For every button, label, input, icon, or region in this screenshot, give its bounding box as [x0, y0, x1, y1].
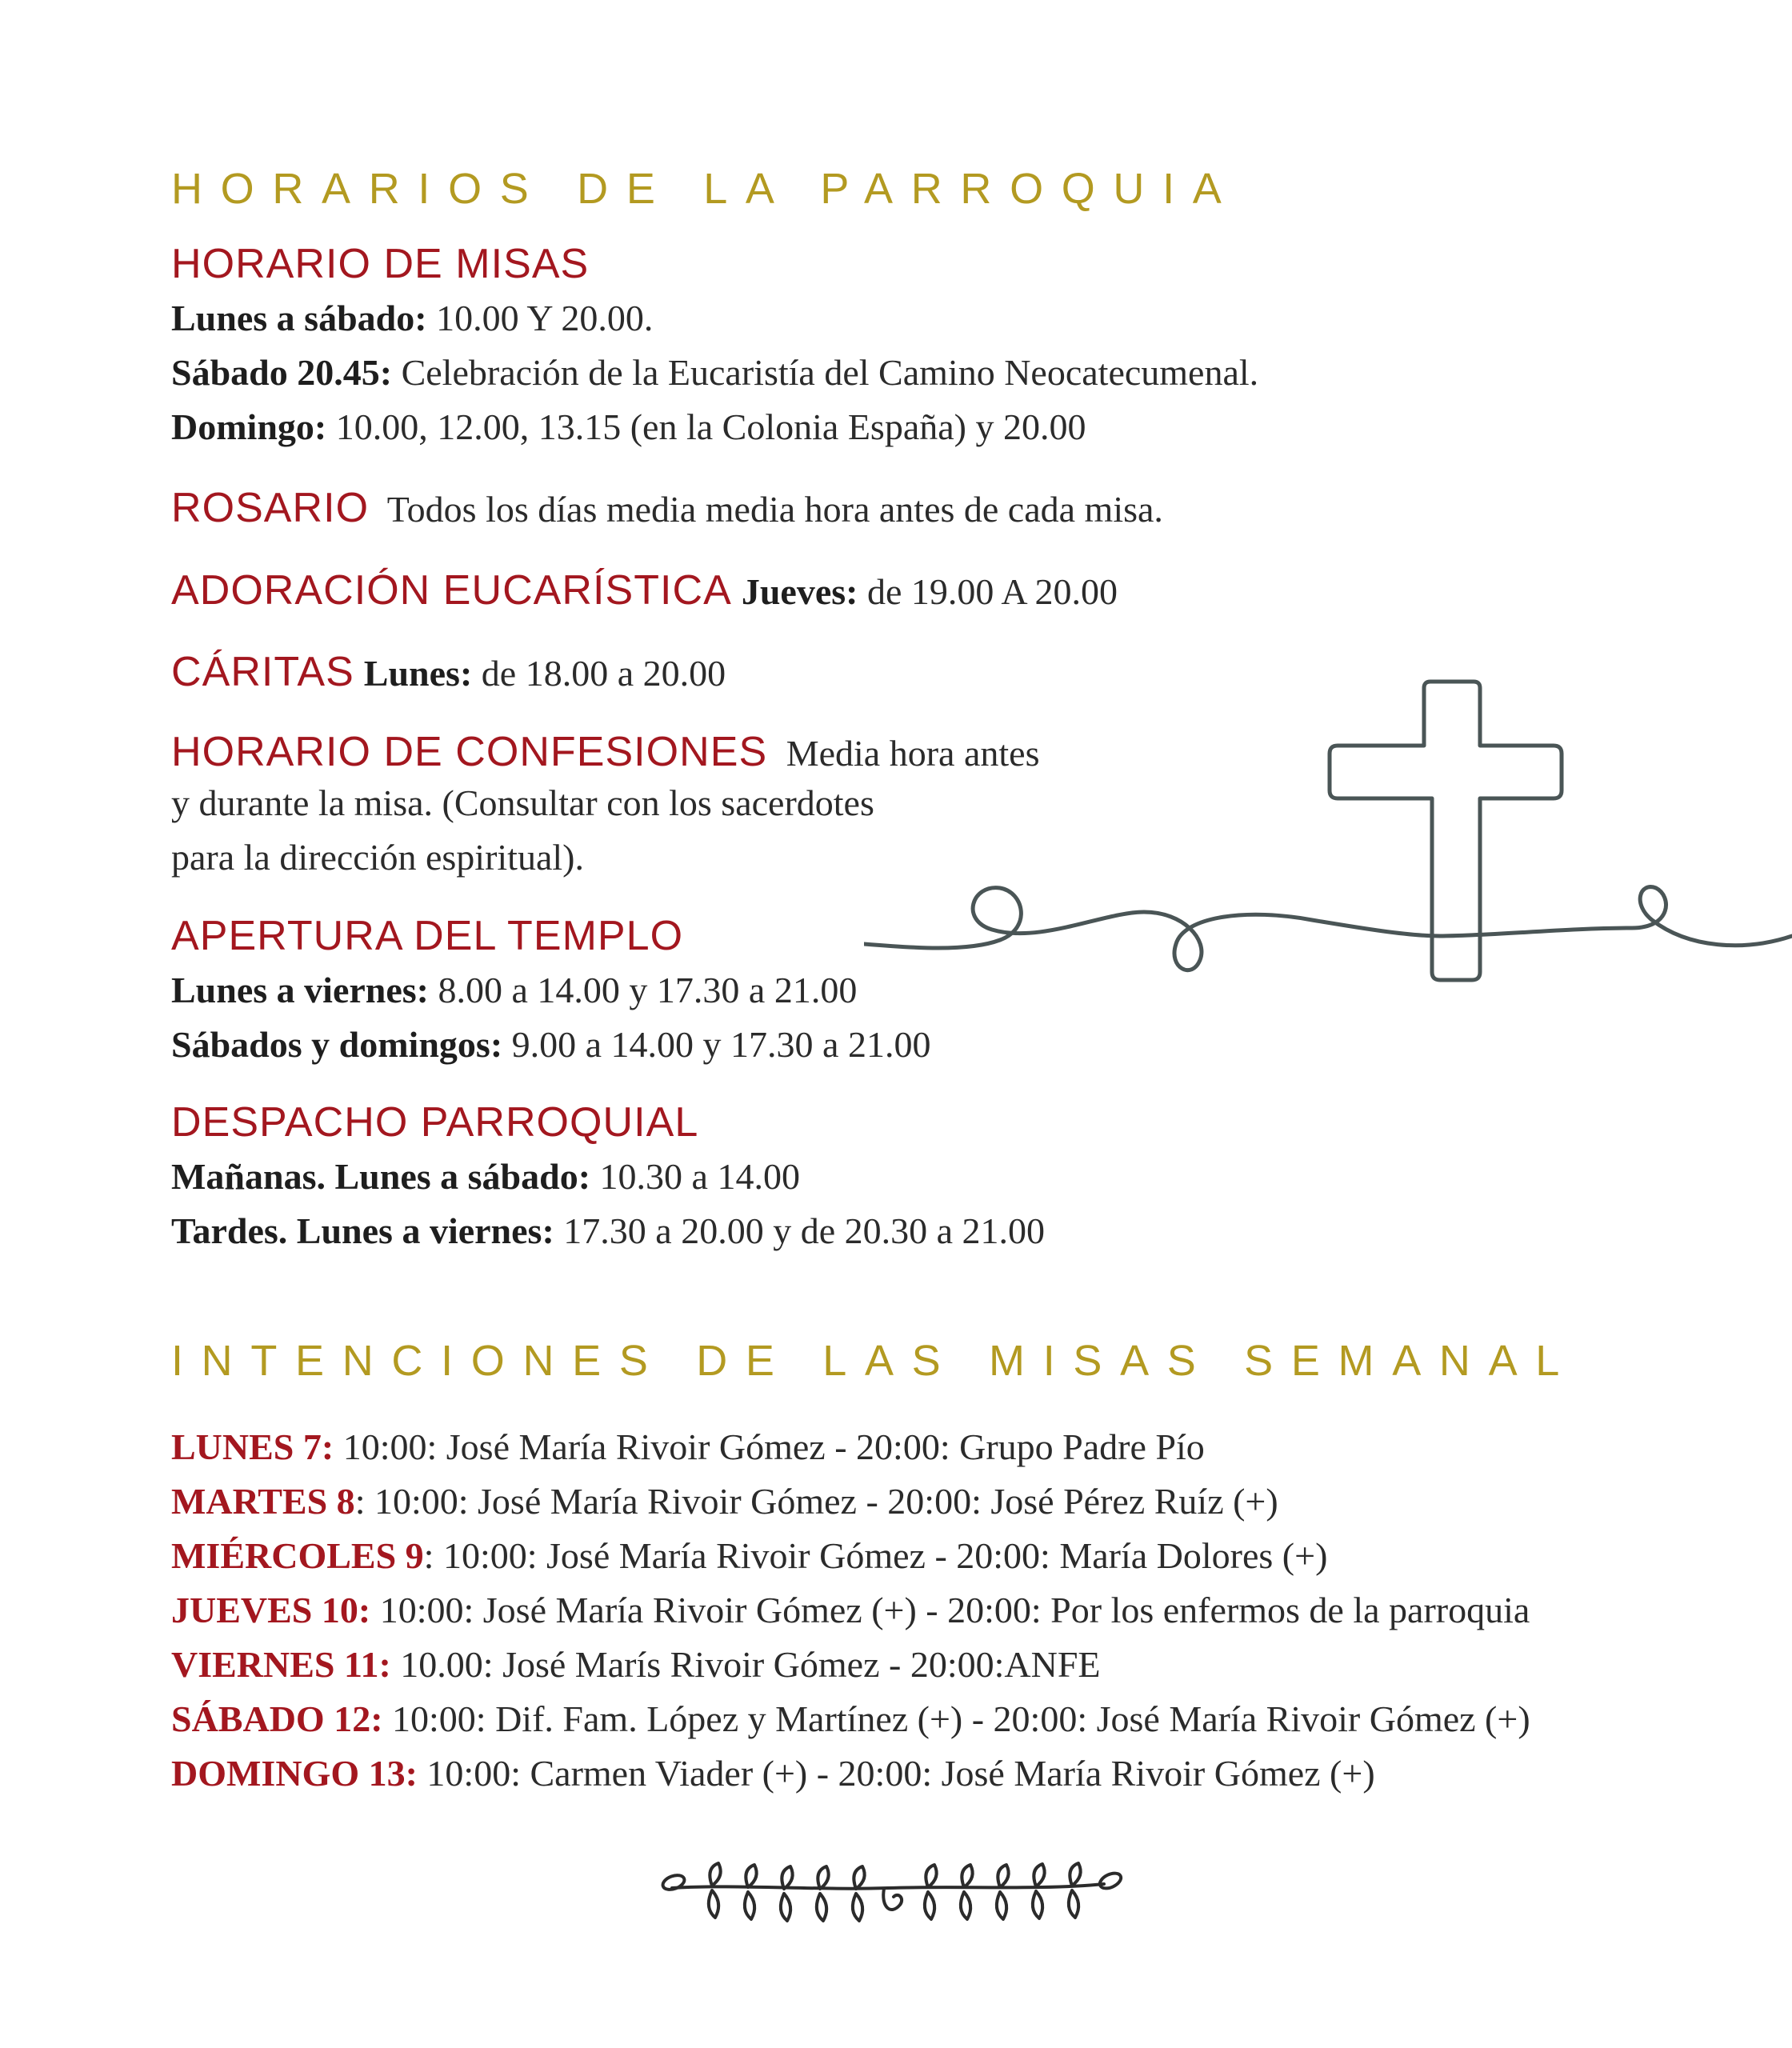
apertura-line-text: 8.00 a 14.00 y 17.30 a 21.00: [429, 970, 858, 1010]
despacho-line-text: 10.30 a 14.00: [590, 1156, 800, 1197]
caritas-text: de 18.00 a 20.00: [472, 653, 726, 694]
misas-line-label: Domingo:: [171, 406, 327, 447]
confesiones-text: para la dirección espiritual).: [171, 837, 584, 878]
intenciones-list: [171, 1420, 1530, 1801]
intencion-text: 10:00: Dif. Fam. López y Martínez (+) - 20:00: José María Rivoir Gómez (+): [382, 1698, 1530, 1739]
adoracion-title: ADORACIÓN EUCARÍSTICA: [171, 567, 732, 614]
misas-block: [171, 240, 1258, 454]
misas-line: [171, 346, 1258, 400]
apertura-line-label: Sábados y domingos:: [171, 1024, 503, 1065]
caritas-row: [171, 648, 726, 696]
intencion-row: [171, 1474, 1530, 1529]
misas-line: [171, 400, 1258, 454]
adoracion-label: Jueves:: [741, 571, 858, 612]
rosario-text: Todos los días media media hora antes de cada misa.: [378, 489, 1163, 530]
intencion-day-label: MIÉRCOLES 9: [171, 1535, 424, 1576]
misas-line-label: Sábado 20.45:: [171, 352, 393, 393]
intencion-row: [171, 1420, 1530, 1474]
intencion-day-label: MARTES 8: [171, 1481, 355, 1522]
apertura-title: APERTURA DEL TEMPLO: [171, 913, 684, 959]
apertura-line-text: 9.00 a 14.00 y 17.30 a 21.00: [502, 1024, 931, 1065]
confesiones-text: y durante la misa. (Consultar con los sacerdotes: [171, 782, 874, 823]
rosario-title: ROSARIO: [171, 485, 370, 531]
intencion-day-label: SÁBADO 12:: [171, 1698, 383, 1739]
intencion-text: : 10:00: José María Rivoir Gómez - 20:00: José Pérez Ruíz (+): [354, 1481, 1278, 1522]
adoracion-text: de 19.00 A 20.00: [858, 571, 1118, 612]
intencion-day-label: JUEVES 10:: [171, 1590, 371, 1630]
vine-ornament-icon: [656, 1852, 1136, 1956]
misas-line-text: 10.00, 12.00, 13.15 (en la Colonia España) y 20.00: [326, 406, 1086, 447]
confesiones-text: Media hora antes: [777, 733, 1040, 774]
intencion-day-label: DOMINGO 13:: [171, 1753, 418, 1794]
rosario-row: [171, 484, 1163, 532]
despacho-line-label: Mañanas. Lunes a sábado:: [171, 1156, 591, 1197]
apertura-block: [171, 912, 930, 1072]
despacho-title: DESPACHO PARROQUIAL: [171, 1099, 699, 1146]
despacho-line: [171, 1150, 1045, 1204]
misas-line-text: Celebración de la Eucaristía del Camino Neocatecumenal.: [392, 352, 1259, 393]
despacho-block: [171, 1098, 1045, 1258]
despacho-line: [171, 1204, 1045, 1258]
intencion-text: 10.00: José Marís Rivoir Gómez - 20:00:ANFE: [390, 1644, 1101, 1685]
intencion-text: : 10:00: José María Rivoir Gómez - 20:00: María Dolores (+): [423, 1535, 1328, 1576]
apertura-line: [171, 1018, 930, 1072]
cross-line-art-icon: [864, 672, 1792, 992]
apertura-line-label: Lunes a viernes:: [171, 970, 429, 1010]
confesiones-title: HORARIO DE CONFESIONES: [171, 729, 768, 775]
apertura-line: [171, 963, 930, 1018]
intencion-row: [171, 1529, 1530, 1583]
adoracion-row: [171, 566, 1118, 614]
misas-title: HORARIO DE MISAS: [171, 241, 590, 287]
section-title-horarios: HORARIOS DE LA PARROQUIA: [171, 165, 1240, 213]
intencion-row: [171, 1692, 1530, 1746]
intencion-row: [171, 1638, 1530, 1692]
intencion-text: 10:00: José María Rivoir Gómez - 20:00: Grupo Padre Pío: [334, 1426, 1205, 1467]
intencion-day-label: VIERNES 11:: [171, 1644, 391, 1685]
intencion-text: 10:00: José María Rivoir Gómez (+) - 20:00: Por los enfermos de la parroquia: [370, 1590, 1530, 1630]
intencion-day-label: LUNES 7:: [171, 1426, 334, 1467]
misas-line-label: Lunes a sábado:: [171, 298, 427, 338]
misas-line: [171, 291, 1258, 346]
despacho-line-label: Tardes. Lunes a viernes:: [171, 1210, 554, 1251]
caritas-title: CÁRITAS: [171, 649, 354, 695]
despacho-line-text: 17.30 a 20.00 y de 20.30 a 21.00: [554, 1210, 1046, 1251]
misas-line-text: 10.00 Y 20.00.: [426, 298, 654, 338]
caritas-label: Lunes:: [363, 653, 473, 694]
intencion-row: [171, 1583, 1530, 1638]
intencion-text: 10:00: Carmen Viader (+) - 20:00: José María Rivoir Gómez (+): [417, 1753, 1375, 1794]
section-title-intenciones: INTENCIONES DE LAS MISAS SEMANAL: [171, 1337, 1578, 1385]
intencion-row: [171, 1746, 1530, 1801]
